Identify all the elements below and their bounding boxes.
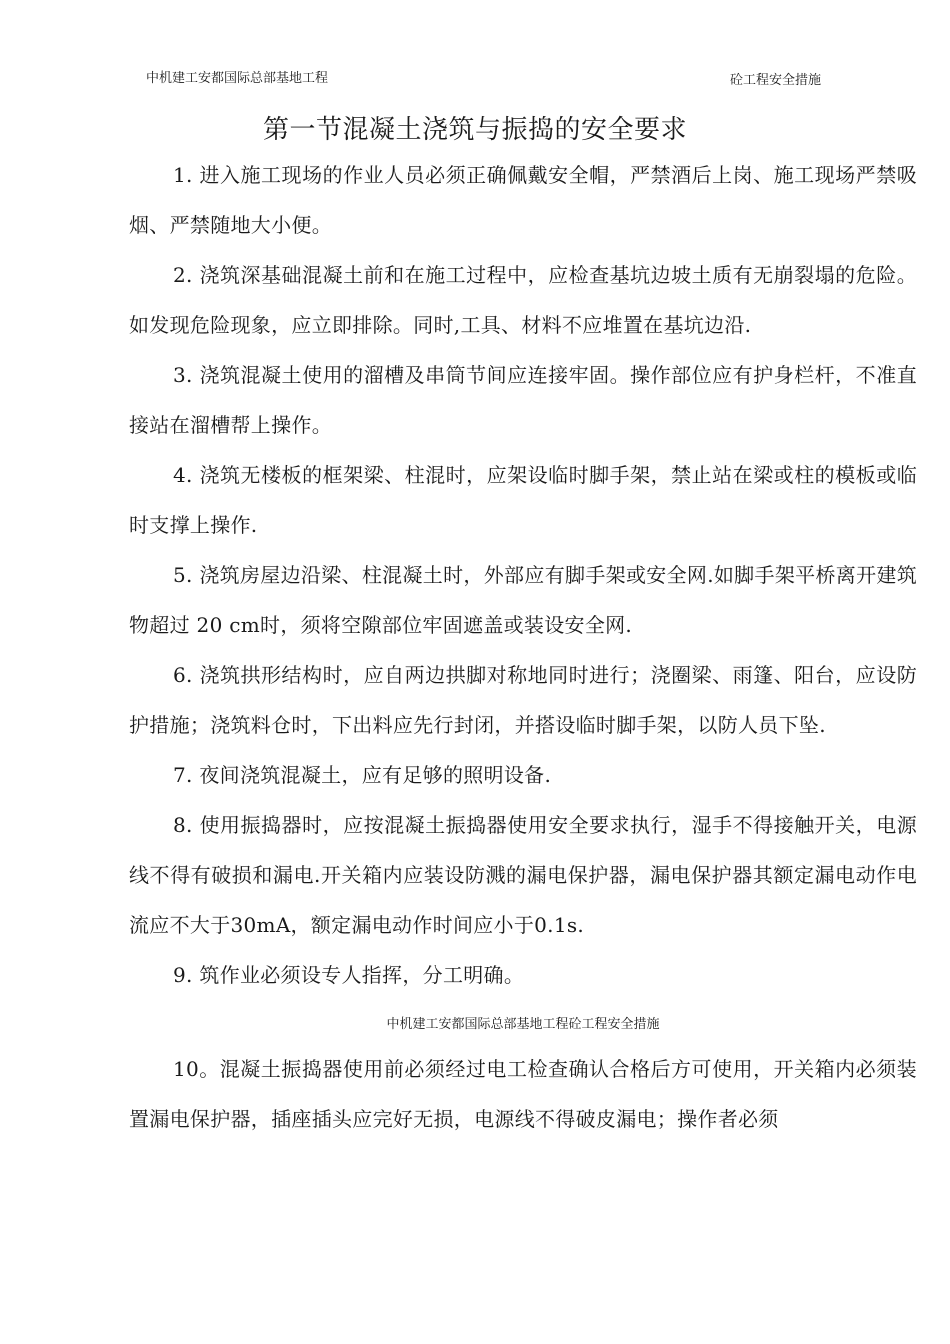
paragraph-3: 3. 浇筑混凝土使用的溜槽及串筒节间应连接牢固。操作部位应有护身栏杆，不准直接站在溜槽帮上操作。	[129, 363, 917, 437]
paragraph-10: 10。混凝土振捣器使用前必须经过电工检查确认合格后方可使用，开关箱内必须装置漏电保护器，插座插头应完好无损，电源线不得破皮漏电；操作者必须	[129, 1057, 917, 1131]
paragraph-6: 6. 浇筑拱形结构时，应自两边拱脚对称地同时进行；浇圈梁、雨篷、阳台，应设防护措施；浇筑料仓时，下出料应先行封闭，并搭设临时脚手架，以防人员下坠.	[129, 663, 917, 737]
document-body	[129, 150, 917, 1144]
page-header-section: 砼工程安全措施	[730, 73, 822, 88]
paragraph-7: 7. 夜间浇筑混凝土，应有足够的照明设备.	[173, 763, 552, 787]
paragraph-8: 8. 使用振捣器时，应按混凝土振捣器使用安全要求执行，湿手不得接触开关，电源线不得有破损和漏电.开关箱内应装设防溅的漏电保护器，漏电保护器其额定漏电动作电流应不大于30mA，额定漏电动作时间应小于0.1s.	[129, 813, 917, 937]
paragraph-5: 5. 浇筑房屋边沿梁、柱混凝土时，外部应有脚手架或安全网.如脚手架平桥离开建筑物超过 20 cm时，须将空隙部位牢固遮盖或装设安全网.	[129, 563, 917, 637]
paragraph-9: 9. 筑作业必须设专人指挥，分工明确。	[173, 963, 525, 987]
paragraph-1: 1. 进入施工现场的作业人员必须正确佩戴安全帽，严禁酒后上岗、施工现场严禁吸烟、严禁随地大小便。	[129, 163, 917, 237]
paragraph-4: 4. 浇筑无楼板的框架梁、柱混时，应架设临时脚手架，禁止站在梁或柱的模板或临时支撑上操作.	[129, 463, 917, 537]
page-footer: 中机建工安都国际总部基地工程砼工程安全措施	[386, 1017, 660, 1032]
section-title: 第一节混凝土浇筑与振捣的安全要求	[262, 115, 687, 145]
page-header-project: 中机建工安都国际总部基地工程	[146, 71, 329, 86]
paragraph-2: 2. 浇筑深基础混凝土前和在施工过程中，应检查基坑边坡土质有无崩裂塌的危险。如发现危险现象，应立即排除。同时,工具、材料不应堆置在基坑边沿.	[129, 263, 917, 337]
